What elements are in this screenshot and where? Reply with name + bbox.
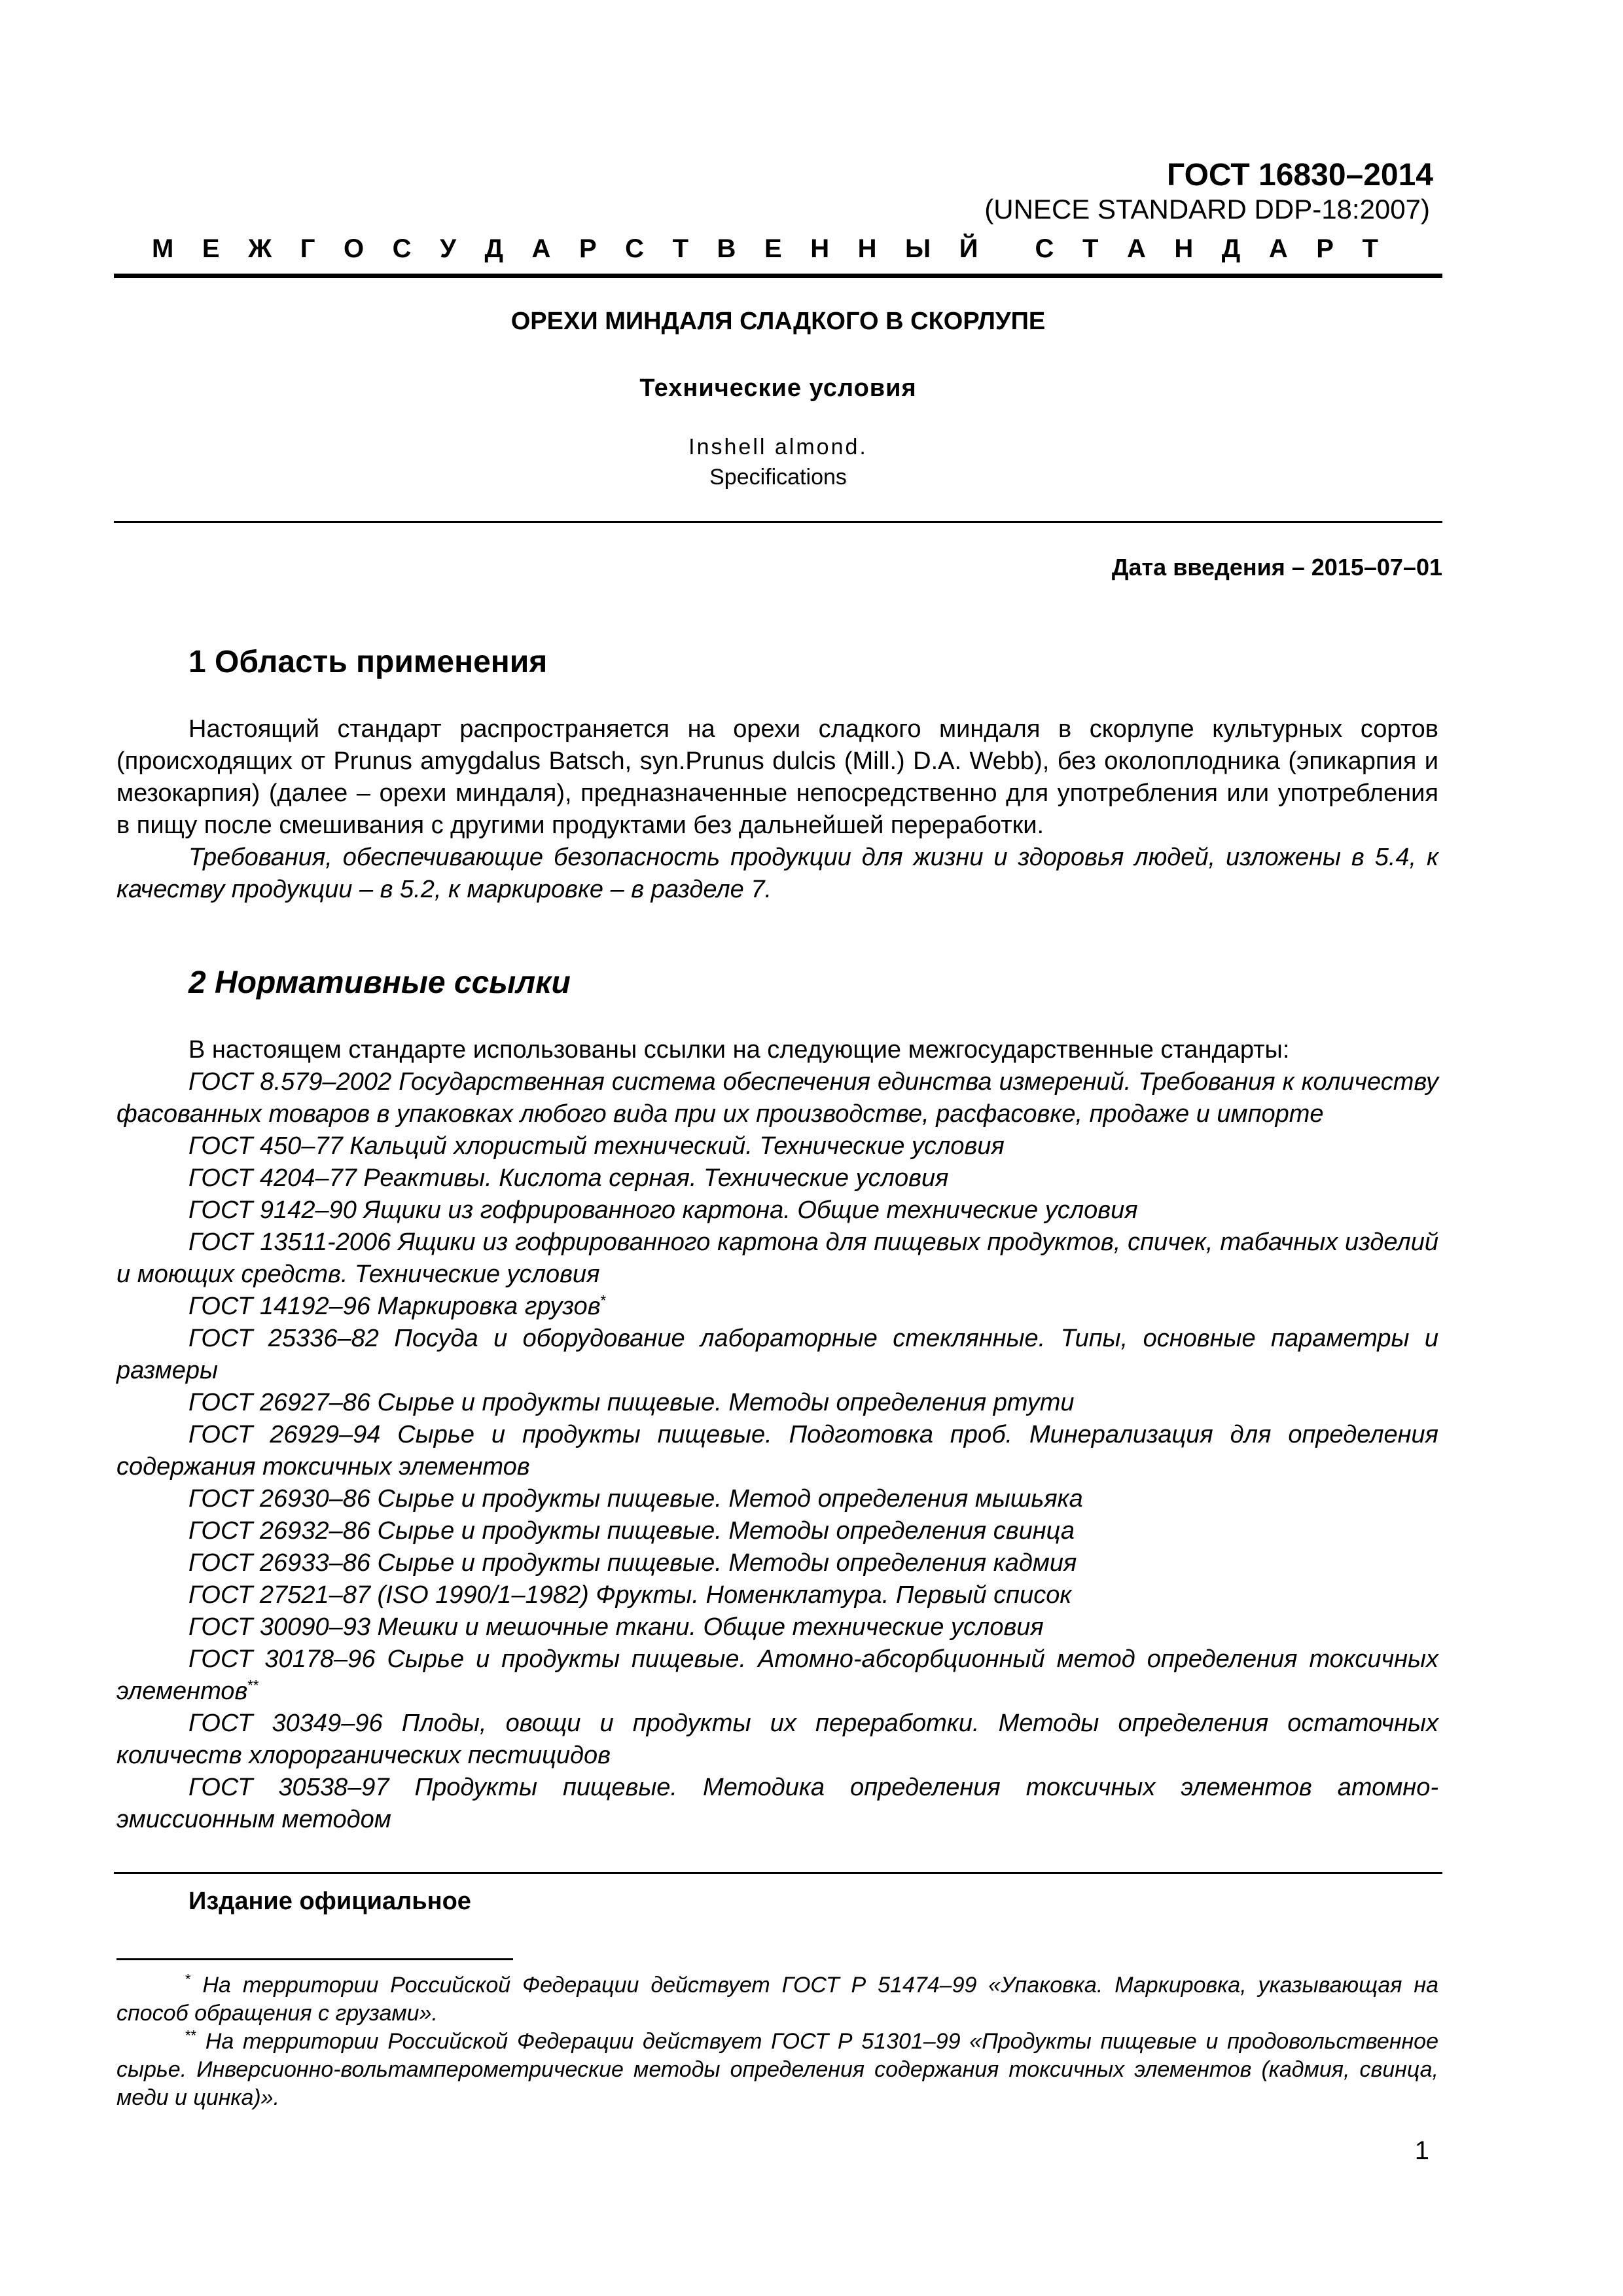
section-1-heading: 1 Область применения (188, 645, 548, 679)
banner-letter: Е (764, 234, 782, 263)
section-2-body (116, 1034, 1438, 1836)
reference-list (116, 1066, 1438, 1836)
introduction-date: Дата введения – 2015–07–01 (1111, 554, 1442, 581)
reference-text: ГОСТ 26929–94 Сырье и продукты пищевые. Подготовка проб. Минерализация для определения содержания токсичных элементов (116, 1421, 1438, 1480)
banner-letter: Д (1221, 234, 1241, 263)
official-edition-label: Издание официальное (188, 1888, 471, 1915)
reference-item (116, 1066, 1438, 1130)
banner-letter: Ы (905, 234, 931, 263)
footnote-2 (116, 2028, 1438, 2112)
title-divider (114, 521, 1442, 523)
banner-letter: Р (1316, 234, 1334, 263)
reference-text: ГОСТ 26927–86 Сырье и продукты пищевые. Методы определения ртути (188, 1389, 1075, 1416)
scope-paragraph: Настоящий стандарт распространяется на орехи сладкого миндаля в скорлупе культурных сортов (происходящих от Prunus amygdalus Batsch, syn.Prunus dulcis (Mill.) D.A. Webb), без околоплодника (эпикарпия и мезокарпия) (далее – орехи миндаля), предназначенные непосредственно для употребления или употребления в пищу после смешивания с другими продуктами без дальнейшей переработки. (116, 715, 1438, 839)
banner-letter: Т (672, 234, 689, 263)
banner-letter: Д (484, 234, 503, 263)
reference-item (116, 1130, 1438, 1162)
reference-item (116, 1323, 1438, 1387)
document-subtitle: Технические условия (639, 374, 917, 402)
banner-letter: Г (300, 234, 315, 263)
banner-letter: Н (857, 234, 877, 263)
page-number: 1 (1414, 2136, 1429, 2165)
reference-text: ГОСТ 450–77 Кальций хлористый технический. Технические условия (188, 1132, 1005, 1160)
banner-letter: Н (1174, 234, 1194, 263)
reference-text: ГОСТ 30349–96 Плоды, овощи и продукты их переработки. Методы определения остаточных количеств хлорорганических пестицидов (116, 1710, 1438, 1769)
banner-letter: Е (202, 234, 220, 263)
interstate-standard-banner (152, 234, 1378, 264)
header-divider (114, 274, 1442, 278)
reference-text: ГОСТ 26933–86 Сырье и продукты пищевые. Методы определения кадмия (188, 1549, 1077, 1577)
document-title: ОРЕХИ МИНДАЛЯ СЛАДКОГО В СКОРЛУПЕ (510, 308, 1046, 335)
references-intro: В настоящем стандарте использованы ссылки на следующие межгосударственные стандарты: (188, 1036, 1290, 1064)
reference-text: ГОСТ 30090–93 Мешки и мешочные ткани. Общие технические условия (188, 1613, 1044, 1641)
footnotes (116, 1971, 1438, 2112)
reference-item (116, 1643, 1438, 1708)
footnote-2-text: На территории Российской Федерации действует ГОСТ Р 51301–99 «Продукты пищевые и продовольственное сырье. Инверсионно-вольтамперометрические методы определения содержания токсичных элементов (кадмия, свинца, меди и цинка)». (116, 2029, 1438, 2110)
banner-letter: С (392, 234, 412, 263)
reference-item (116, 1772, 1438, 1836)
section-1-body (116, 713, 1438, 906)
official-divider (114, 1872, 1442, 1874)
reference-item (116, 1483, 1438, 1515)
reference-item (116, 1611, 1438, 1643)
reference-item (116, 1162, 1438, 1194)
reference-item (116, 1419, 1438, 1483)
footnote-reference-mark[interactable]: * (600, 1292, 607, 1309)
banner-letter: Т (1362, 234, 1378, 263)
reference-item (116, 1515, 1438, 1547)
reference-item (116, 1387, 1438, 1419)
reference-text: ГОСТ 4204–77 Реактивы. Кислота серная. Технические условия (188, 1164, 949, 1192)
reference-item (116, 1194, 1438, 1227)
reference-text: ГОСТ 25336–82 Посуда и оборудование лабораторные стеклянные. Типы, основные параметры и размеры (116, 1325, 1438, 1384)
footnote-separator (116, 1958, 513, 1960)
banner-letter: О (343, 234, 365, 263)
english-title: Inshell almond. (688, 435, 868, 459)
reference-item (116, 1547, 1438, 1579)
reference-text: ГОСТ 9142–90 Ящики из гофрированного картона. Общие технические условия (188, 1196, 1138, 1224)
banner-letter: Н (810, 234, 830, 263)
footnote-1 (116, 1971, 1438, 2028)
unece-reference: (UNECE STANDARD DDP-18:2007) (984, 194, 1430, 224)
reference-item (116, 1708, 1438, 1772)
reference-text: ГОСТ 14192–96 Маркировка грузов (188, 1293, 601, 1320)
reference-item (116, 1291, 1438, 1323)
footnote-1-text: На территории Российской Федерации действует ГОСТ Р 51474–99 «Упаковка. Маркировка, указывающая на способ обращения с грузами». (116, 1973, 1438, 2026)
banner-letter: С (625, 234, 645, 263)
footnote-reference-mark[interactable]: ** (247, 1677, 259, 1694)
reference-text: ГОСТ 30538–97 Продукты пищевые. Методика определения токсичных элементов атомно-эмиссионным методом (116, 1774, 1438, 1833)
reference-text: ГОСТ 30178–96 Сырье и продукты пищевые. Атомно-абсорбционный метод определения токсичных элементов (116, 1645, 1438, 1705)
reference-item (116, 1227, 1438, 1291)
banner-letter: Т (1082, 234, 1099, 263)
requirements-paragraph: Требования, обеспечивающие безопасность продукции для жизни и здоровья людей, изложены в 5.4, к качеству продукции – в 5.2, к маркировке – в разделе 7. (116, 844, 1438, 903)
banner-letter: В (717, 234, 736, 263)
banner-letter: С (1035, 234, 1054, 263)
reference-text: ГОСТ 26932–86 Сырье и продукты пищевые. Методы определения свинца (188, 1517, 1075, 1545)
banner-letter: Й (959, 234, 978, 263)
reference-text: ГОСТ 27521–87 (ISO 1990/1–1982) Фрукты. Номенклатура. Первый список (188, 1581, 1072, 1609)
reference-text: ГОСТ 26930–86 Сырье и продукты пищевые. Метод определения мышьяка (188, 1485, 1083, 1513)
english-subtitle: Specifications (709, 465, 847, 490)
reference-text: ГОСТ 13511-2006 Ящики из гофрированного картона для пищевых продуктов, спичек, табачных изделий и моющих средств. Технические условия (116, 1229, 1438, 1288)
section-2-heading: 2 Нормативные ссылки (188, 965, 571, 1000)
banner-letter: А (531, 234, 551, 263)
banner-letter: У (440, 234, 456, 263)
reference-item (116, 1579, 1438, 1611)
banner-letter: А (1268, 234, 1288, 263)
footnote-2-mark: ** (185, 2027, 197, 2044)
banner-letter: М (152, 234, 174, 263)
banner-letter: А (1126, 234, 1146, 263)
footnote-1-mark: * (185, 1971, 191, 1988)
banner-letter: Ж (248, 234, 272, 263)
standard-number: ГОСТ 16830–2014 (1167, 158, 1433, 192)
reference-text: ГОСТ 8.579–2002 Государственная система обеспечения единства измерений. Требования к количеству фасованных товаров в упаковках любого вида при их производстве, расфасовке, продаже и импорте (116, 1068, 1438, 1128)
banner-letter: Р (579, 234, 597, 263)
